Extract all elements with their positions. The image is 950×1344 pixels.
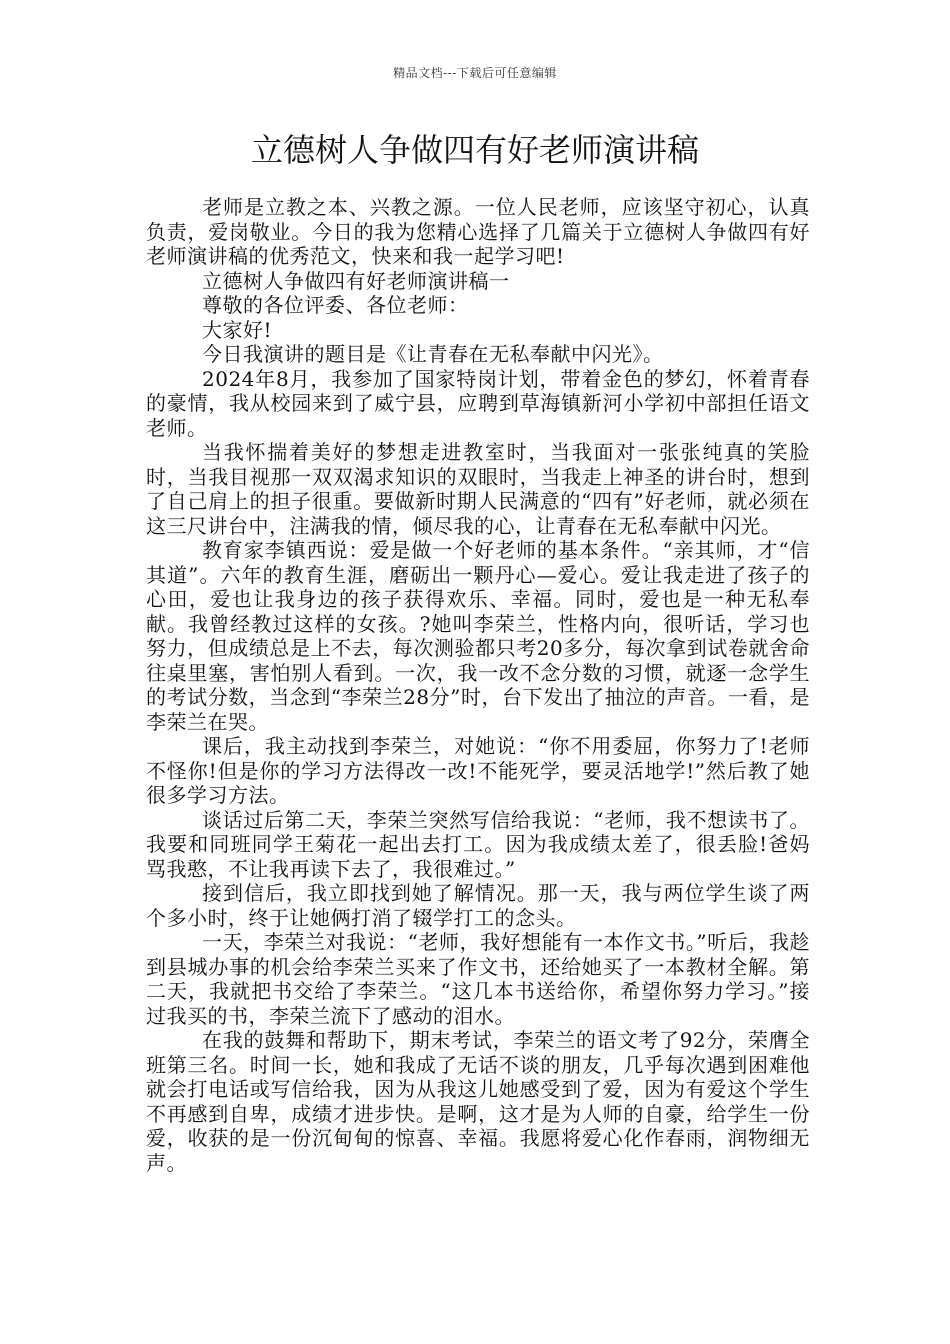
greeting: 大家好! xyxy=(202,317,273,342)
paragraph: 今日我演讲的题目是《让青春在无私奉献中闪光》。 xyxy=(202,342,664,366)
section-heading: 立德树人争做四有好老师演讲稿一 xyxy=(202,268,510,293)
paragraph: 一天，李荣兰对我说：“老师，我好想能有一本作文书。”听后，我趁到县城办事的机会给李荣兰买来了作文书，还给她买了一本教材全解。第二天，我就把书交给了李荣兰。“这几本书送给你，希望你努力学习。”接过我买的书，李荣兰流下了感动的泪水。 xyxy=(146,930,810,1028)
paragraph: 谈话过后第二天，李荣兰突然写信给我说：“老师，我不想读书了。我要和同班同学王菊花一起出去打工。因为我成绩太差了，很丢脸!爸妈骂我憨，不让我再读下去了，我很难过。” xyxy=(146,807,810,881)
paragraph: 当我怀揣着美好的梦想走进教室时，当我面对一张张纯真的笑脸时，当我目视那一双双渴求知识的双眼时，当我走上神圣的讲台时，想到了自己肩上的担子很重。要做新时期人民满意的“四有”好老师，就必须在这三尺讲台中，注满我的情，倾尽我的心，让青春在无私奉献中闪光。 xyxy=(146,440,810,538)
document-title: 立德树人争做四有好老师演讲稿 xyxy=(250,131,699,169)
header-note: 精品文档---下载后可任意编辑 xyxy=(393,66,557,80)
paragraph: 接到信后，我立即找到她了解情况。那一天，我与两位学生谈了两个多小时，终于让她俩打消了辍学打工的念头。 xyxy=(146,881,810,930)
paragraph: 在我的鼓舞和帮助下，期末考试，李荣兰的语文考了92分，荣膺全班第三名。时间一长，她和我成了无话不谈的朋友，几乎每次遇到困难他就会打电话或写信给我，因为从我这儿她感受到了爱，因为有爱这个学生不再感到自卑，成绩才进步快。是啊，这才是为人师的自豪，给学生一份爱，收获的是一份沉甸甸的惊喜、幸福。我愿将爱心化作春雨，润物细无声。 xyxy=(146,1028,810,1175)
document-body xyxy=(146,195,810,1175)
paragraph: 2024年8月，我参加了国家特岗计划，带着金色的梦幻，怀着青春的豪情，我从校园来到了威宁县，应聘到草海镇新河小学初中部担任语文老师。 xyxy=(146,366,810,440)
salutation: 尊敬的各位评委、各位老师： xyxy=(202,293,469,317)
paragraph: 教育家李镇西说：爱是做一个好老师的基本条件。“亲其师，才“信其道”。六年的教育生涯，磨砺出一颗丹心—爱心。爱让我走进了孩子的心田，爱也让我身边的孩子获得欢乐、幸福。同时，爱也是一种无私奉献。我曾经教过这样的女孩。?她叫李荣兰，性格内向，很听话，学习也努力，但成绩总是上不去，每次测验都只考20多分，每次拿到试卷就舍命往桌里塞，害怕别人看到。一次，我一改不念分数的习惯，就逐一念学生的考试分数，当念到“李荣兰28分”时，台下发出了抽泣的声音。一看，是李荣兰在哭。 xyxy=(146,538,810,734)
paragraph: 老师是立教之本、兴教之源。一位人民老师，应该坚守初心，认真负责，爱岗敬业。今日的我为您精心选择了几篇关于立德树人争做四有好老师演讲稿的优秀范文，快来和我一起学习吧! xyxy=(146,195,810,268)
paragraph: 课后，我主动找到李荣兰，对她说：“你不用委屈，你努力了!老师不怪你!但是你的学习方法得改一改!不能死学，要灵活地学!”然后教了她很多学习方法。 xyxy=(146,734,810,807)
